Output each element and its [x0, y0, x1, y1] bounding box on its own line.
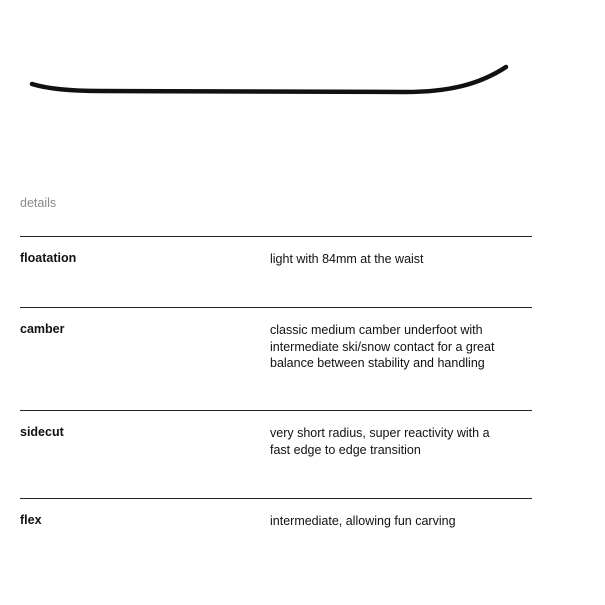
- details-heading: details: [20, 196, 57, 210]
- spec-term: flex: [20, 513, 42, 527]
- spec-row-camber: [20, 307, 532, 410]
- spec-description: intermediate, allowing fun carving: [270, 514, 456, 528]
- spec-description: classic medium camber underfoot with intermediate ski/snow contact for a great balance between stability and handling: [270, 323, 495, 370]
- spec-term: sidecut: [20, 425, 64, 439]
- spec-term: camber: [20, 322, 65, 336]
- specs-table: [20, 236, 532, 558]
- spec-row-floatation: [20, 236, 532, 307]
- spec-row-sidecut: [20, 410, 532, 498]
- spec-row-flex: [20, 498, 532, 558]
- ski-profile-line: [32, 67, 506, 92]
- spec-description: light with 84mm at the waist: [270, 252, 424, 266]
- spec-description: very short radius, super reactivity with a fast edge to edge transition: [270, 426, 490, 457]
- spec-term: floatation: [20, 251, 77, 265]
- ski-profile-icon: [0, 0, 605, 140]
